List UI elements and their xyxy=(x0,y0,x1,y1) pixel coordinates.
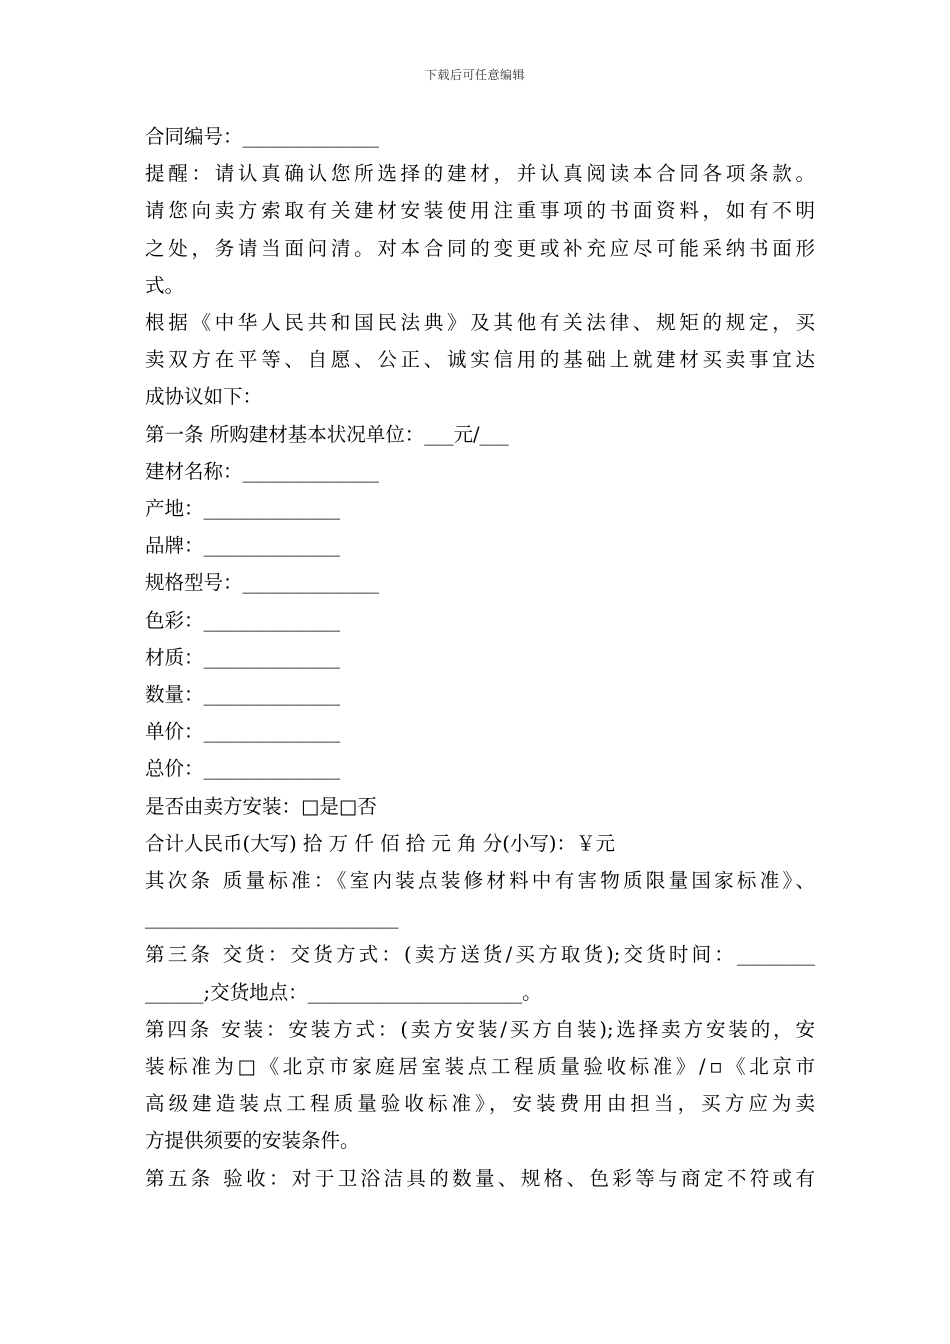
field-material: 材质：______________ xyxy=(145,645,341,669)
contract-body xyxy=(145,118,815,1197)
field-total-price: 总价：______________ xyxy=(145,757,341,781)
preamble-line-1: 根据《中华人民共和国民法典》及其他有关法律、规矩的规定，买 xyxy=(145,311,815,335)
article-2-line-2: __________________________ xyxy=(145,906,399,930)
contract-number-line: 合同编号：______________ xyxy=(145,125,380,148)
preamble-line-3: 成协议如下： xyxy=(145,385,263,409)
page-header-note: 下载后可任意编辑 xyxy=(424,68,525,82)
field-color: 色彩：______________ xyxy=(145,608,341,632)
article-4-line-1: 第四条 安装：安装方式：(卖方安装/买方自装);选择卖方安装的，安 xyxy=(145,1017,815,1041)
article-3-line-2: ______;交货地点：______________________。 xyxy=(145,980,542,1004)
field-total-rmb: 合计人民币(大写) 拾 万 仟 佰 拾 元 角 分(小写)：￥元 xyxy=(145,831,616,855)
article-1-heading: 第一条 所购建材基本状况单位：___元/___ xyxy=(145,422,509,446)
field-quantity: 数量：______________ xyxy=(145,683,341,707)
reminder-line-3: 之处，务请当面问清。对本合同的变更或补充应尽可能采纳书面形 xyxy=(145,236,815,260)
article-5-line-1: 第五条 验收：对于卫浴洁具的数量、规格、色彩等与商定不符或有 xyxy=(145,1166,815,1190)
field-spec-model: 规格型号：______________ xyxy=(145,571,380,595)
field-material-name: 建材名称：______________ xyxy=(145,459,380,483)
article-2-line-1: 其次条 质量标准：《室内装点装修材料中有害物质限量国家标准》、 xyxy=(145,869,815,893)
article-4-line-3: 高级建造装点工程质量验收标准》，安装费用由担当，买方应为卖 xyxy=(145,1092,815,1116)
reminder-line-2: 请您向卖方索取有关建材安装使用注重事项的书面资料，如有不明 xyxy=(145,199,815,223)
field-brand: 品牌：______________ xyxy=(145,534,341,558)
article-4-line-2: 装标准为□《北京市家庭居室装点工程质量验收标准》/▫《北京市 xyxy=(145,1055,815,1079)
preamble-line-2: 卖双方在平等、自愿、公正、诚实信用的基础上就建材买卖事宜达 xyxy=(145,348,815,372)
article-4-line-4: 方提供须要的安装条件。 xyxy=(145,1129,360,1153)
reminder-line-1: 提醒：请认真确认您所选择的建材，并认真阅读本合同各项条款。 xyxy=(145,162,815,186)
field-origin: 产地：______________ xyxy=(145,497,341,521)
field-unit-price: 单价：______________ xyxy=(145,720,341,744)
field-seller-install: 是否由卖方安装：□是□否 xyxy=(145,794,377,818)
reminder-line-4: 式。 xyxy=(145,273,185,297)
article-3-line-1: 第三条 交货：交货方式：(卖方送货/买方取货);交货时间：________ xyxy=(145,943,815,967)
